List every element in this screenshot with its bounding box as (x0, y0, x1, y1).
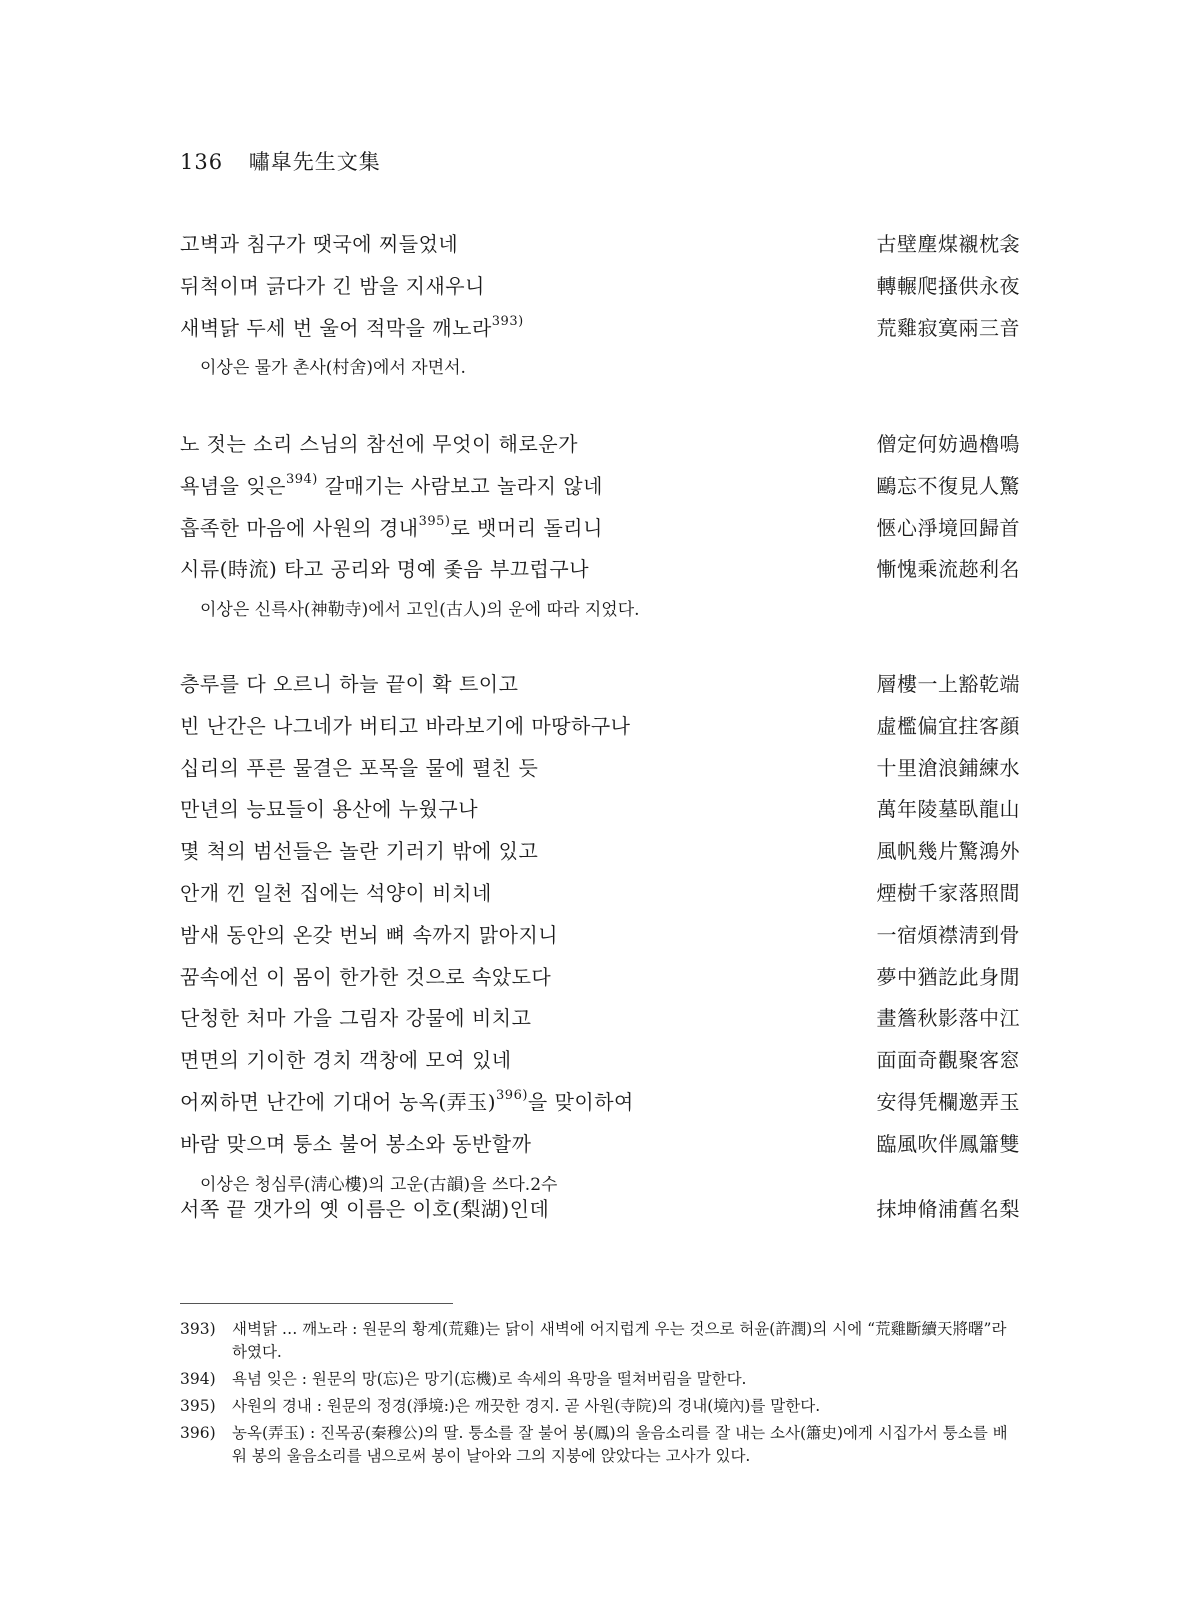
footnote-text: 욕념 잊은 : 원문의 망(忘)은 망기(忘機)로 속세의 욕망을 떨쳐버림을 말한다. (232, 1370, 747, 1388)
classical-chinese-line: 鷗忘不復見人驚 (876, 473, 1020, 498)
page-number: 136 (180, 150, 224, 174)
korean-translation: 만년의 능묘들이 용산에 누웠구나 (180, 797, 479, 822)
korean-translation: 바람 맞으며 퉁소 불어 봉소와 동반할까 (180, 1131, 532, 1156)
poem-line (180, 793, 1020, 835)
poem-line (180, 877, 1020, 919)
korean-translation: 흡족한 마음에 사원의 경내$^{395)}$로 뱃머리 돌리니 (180, 513, 603, 540)
footnote (180, 1395, 1020, 1418)
footnote-text: 농옥(弄玉) : 진목공(秦穆公)의 딸. 퉁소를 잘 불어 봉(鳳)의 울음소리를 잘 내는 소사(簫史)에게 시집가서 퉁소를 배워 봉의 울음소리를 냄으로써 봉이 날아와 그의 지붕에 앉았다는 고사가 있다. (232, 1424, 1008, 1465)
korean-translation: 밤새 동안의 온갖 번뇌 뼈 속까지 맑아지니 (180, 922, 559, 947)
poem-note: 이상은 신륵사(神勒寺)에서 고인(古人)의 운에 따라 지었다. (200, 600, 640, 621)
poem-line (180, 270, 1020, 312)
korean-translation: 서쪽 끝 갯가의 옛 이름은 이호(梨湖)인데 (180, 1197, 550, 1221)
korean-translation: 안개 낀 일천 집에는 석양이 비치네 (180, 880, 492, 905)
footnote-ref: 393) (491, 313, 524, 329)
classical-chinese-line: 十里滄浪鋪練水 (876, 755, 1020, 780)
footnote-number: 396) (180, 1424, 216, 1442)
poem-line (180, 752, 1020, 794)
poem-line (180, 512, 1020, 554)
korean-translation: 층루를 다 오르니 하늘 끝이 확 트이고 (180, 672, 519, 696)
poem-line (180, 1002, 1020, 1044)
classical-chinese-line: 夢中猶訖此身閒 (876, 964, 1020, 989)
poem-line (180, 710, 1020, 752)
footnote-text: 사원의 경내 : 원문의 정경(淨境:)은 깨끗한 경지. 곧 사원(寺院)의 경내(境內)를 말한다. (232, 1397, 821, 1415)
poem-block (180, 1193, 1020, 1235)
poem-line (180, 470, 1020, 512)
classical-chinese-line: 虛檻偏宜拄客顔 (876, 713, 1020, 738)
classical-chinese-line: 面面奇觀聚客窓 (876, 1048, 1020, 1073)
footnote-ref: 394) (285, 471, 318, 487)
poem-line (180, 1128, 1020, 1170)
poem-block (180, 428, 1020, 633)
poem-line (180, 228, 1020, 270)
book-title: 嘯皐先生文集 (248, 150, 381, 174)
poem-note: 이상은 청심루(淸心樓)의 고운(古韻)을 쓰다.2수 (200, 1174, 558, 1195)
korean-translation: 노 젓는 소리 스님의 참선에 무엇이 해로운가 (180, 432, 578, 456)
footnote-number: 395) (180, 1397, 216, 1415)
korean-translation: 면면의 기이한 경치 객창에 모여 있네 (180, 1048, 512, 1073)
poem-note: 이상은 물가 촌사(村舍)에서 자면서. (200, 358, 466, 379)
classical-chinese-line: 愜心淨境回歸首 (876, 515, 1020, 540)
footnote (180, 1368, 1020, 1391)
classical-chinese-line: 風帆幾片驚鴻外 (876, 839, 1020, 864)
page-header (180, 146, 381, 176)
footnote-number: 394) (180, 1370, 216, 1388)
poem-block (180, 668, 1020, 1208)
classical-chinese-line: 臨風吹伴鳳簫雙 (876, 1131, 1020, 1156)
classical-chinese-line: 抹坤脩浦舊名梨 (876, 1197, 1020, 1221)
poem-line (180, 428, 1020, 470)
classical-chinese-line: 畫簷秋影落中江 (876, 1006, 1020, 1031)
footnote-number: 393) (180, 1320, 216, 1338)
classical-chinese-line: 一宿煩襟淸到骨 (876, 922, 1020, 947)
poem-line (180, 312, 1020, 354)
korean-translation: 꿈속에선 이 몸이 한가한 것으로 속았도다 (180, 964, 552, 989)
poem-block (180, 228, 1020, 391)
korean-translation: 몇 척의 범선들은 놀란 기러기 밖에 있고 (180, 839, 539, 864)
korean-translation: 어찌하면 난간에 기대어 농옥(弄玉)$^{396)}$을 맞이하여 (180, 1087, 634, 1114)
poem-line (180, 668, 1020, 710)
poem-line (180, 1193, 1020, 1235)
korean-translation: 십리의 푸른 물결은 포목을 물에 펼친 듯 (180, 755, 539, 780)
classical-chinese-line: 荒雞寂寞兩三音 (876, 315, 1020, 340)
footnote (180, 1422, 1020, 1468)
poem-line (180, 553, 1020, 595)
poem-line (180, 1044, 1020, 1086)
poem-line (180, 961, 1020, 1003)
footnote (180, 1318, 1020, 1364)
korean-translation: 빈 난간은 나그네가 버티고 바라보기에 마땅하구나 (180, 713, 631, 738)
classical-chinese-line: 萬年陵墓臥龍山 (876, 797, 1020, 822)
footnote-text: 새벽닭 … 깨노라 : 원문의 황계(荒雞)는 닭이 새벽에 어지럽게 우는 것으로 허윤(許潤)의 시에 “荒雞斷續天將曙”라 하였다. (232, 1320, 1007, 1361)
korean-translation: 고벽과 침구가 땟국에 찌들었네 (180, 232, 459, 256)
classical-chinese-line: 慚愧乘流趂利名 (876, 557, 1020, 582)
poem-line (180, 835, 1020, 877)
classical-chinese-line: 煙樹千家落照間 (876, 880, 1020, 905)
classical-chinese-line: 僧定何妨過櫓鳴 (876, 432, 1020, 456)
footnote-ref: 395) (418, 513, 451, 529)
poem-line (180, 919, 1020, 961)
classical-chinese-line: 古壁塵煤襯枕衾 (876, 232, 1020, 256)
footnote-ref: 396) (496, 1087, 528, 1103)
classical-chinese-line: 層樓一上豁乾端 (876, 672, 1020, 696)
korean-translation: 단청한 처마 가을 그림자 강물에 비치고 (180, 1006, 532, 1031)
classical-chinese-line: 安得凭欄邀弄玉 (876, 1089, 1020, 1114)
korean-translation: 새벽닭 두세 번 울어 적막을 깨노라$^{393)}$ (180, 313, 524, 340)
poem-line (180, 1086, 1020, 1128)
footnotes (180, 1318, 1020, 1472)
footnote-divider (180, 1303, 453, 1304)
classical-chinese-line: 轉輾爬搔供永夜 (876, 273, 1020, 298)
korean-translation: 욕념을 잊은$^{394)}$ 갈매기는 사람보고 놀라지 않네 (180, 471, 603, 498)
korean-translation: 뒤척이며 긁다가 긴 밤을 지새우니 (180, 273, 485, 298)
korean-translation: 시류(時流) 타고 공리와 명예 좇음 부끄럽구나 (180, 557, 590, 582)
